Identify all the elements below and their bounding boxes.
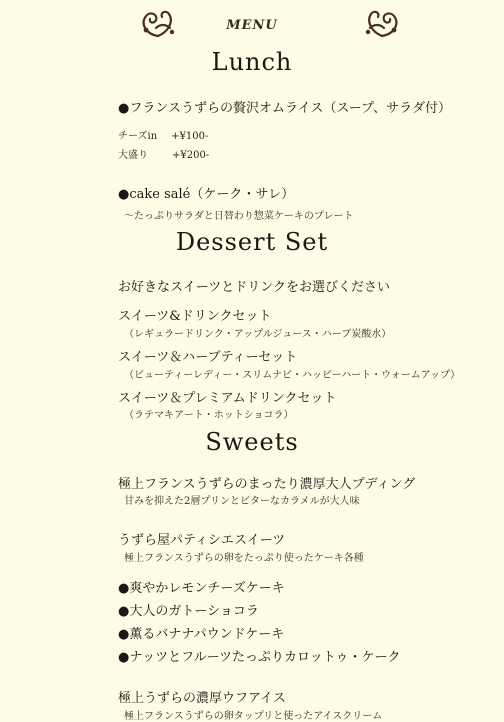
cake-list-item: ●爽やかレモンチーズケーキ (118, 581, 285, 596)
menu-title: MENU (226, 18, 278, 33)
cake-sale-description: ～たっぷりサラダと日替わり惣菜ケーキのプレート (124, 211, 354, 222)
option-label: チーズin (118, 131, 158, 142)
set-description: （レギュラードリンク・アップルジュース・ハーブ炭酸水） (124, 329, 392, 340)
option-price: +¥100- (171, 131, 209, 142)
pudding-description: 甘みを抑えた2層プリンとビターなカラメルが大人味 (124, 496, 360, 507)
ice-cream-description: 極上フランスうずらの卵タップリと使ったアイスクリーム (124, 711, 383, 722)
flourish-ornament-right-icon (360, 6, 404, 40)
patissier-name: うずら屋パティシエスイーツ (118, 533, 286, 548)
option-label: 大盛り (118, 150, 148, 161)
ice-cream-name: 極上うずらの濃厚ウフアイス (118, 691, 286, 706)
set-name: スイーツ&ドリンクセット (118, 309, 272, 324)
cake-list-item: ●ナッツとフルーツたっぷりカロットゥ・ケーク (118, 650, 401, 665)
sweets-section-title: Sweets (205, 428, 299, 456)
option-row (118, 127, 208, 142)
cake-sale-item: ●cake salé（ケーク・サレ） (118, 187, 295, 202)
patissier-description: 極上フランスうずらの卵をたっぷり使ったケーキ各種 (124, 553, 364, 564)
set-name: スイーツ＆プレミアムドリンクセット (118, 391, 337, 406)
dessert-section-title: Dessert Set (175, 228, 329, 256)
option-price: +¥200- (172, 150, 210, 161)
set-description: （ビューティーレディー・スリムナビ・ハッピーハート・ウォームアップ） (124, 370, 461, 381)
cake-list-item: ●薫るバナナパウンドケーキ (118, 627, 285, 642)
cake-list-item: ●大人のガトーショコラ (118, 604, 259, 619)
omurice-item: ●フランスうずらの贅沢オムライス（スープ、サラダ付） (118, 101, 451, 116)
pudding-name: 極上フランスうずらのまったり濃厚大人プディング (118, 477, 416, 492)
dessert-intro: お好きなスイーツとドリンクをお選びください (118, 280, 390, 295)
option-row (118, 146, 209, 161)
set-name: スイーツ＆ハーブティーセット (118, 350, 298, 365)
set-description: （ラテマキアート・ホットショコラ） (124, 410, 294, 421)
lunch-section-title: Lunch (211, 48, 293, 76)
menu-header (0, 4, 504, 44)
